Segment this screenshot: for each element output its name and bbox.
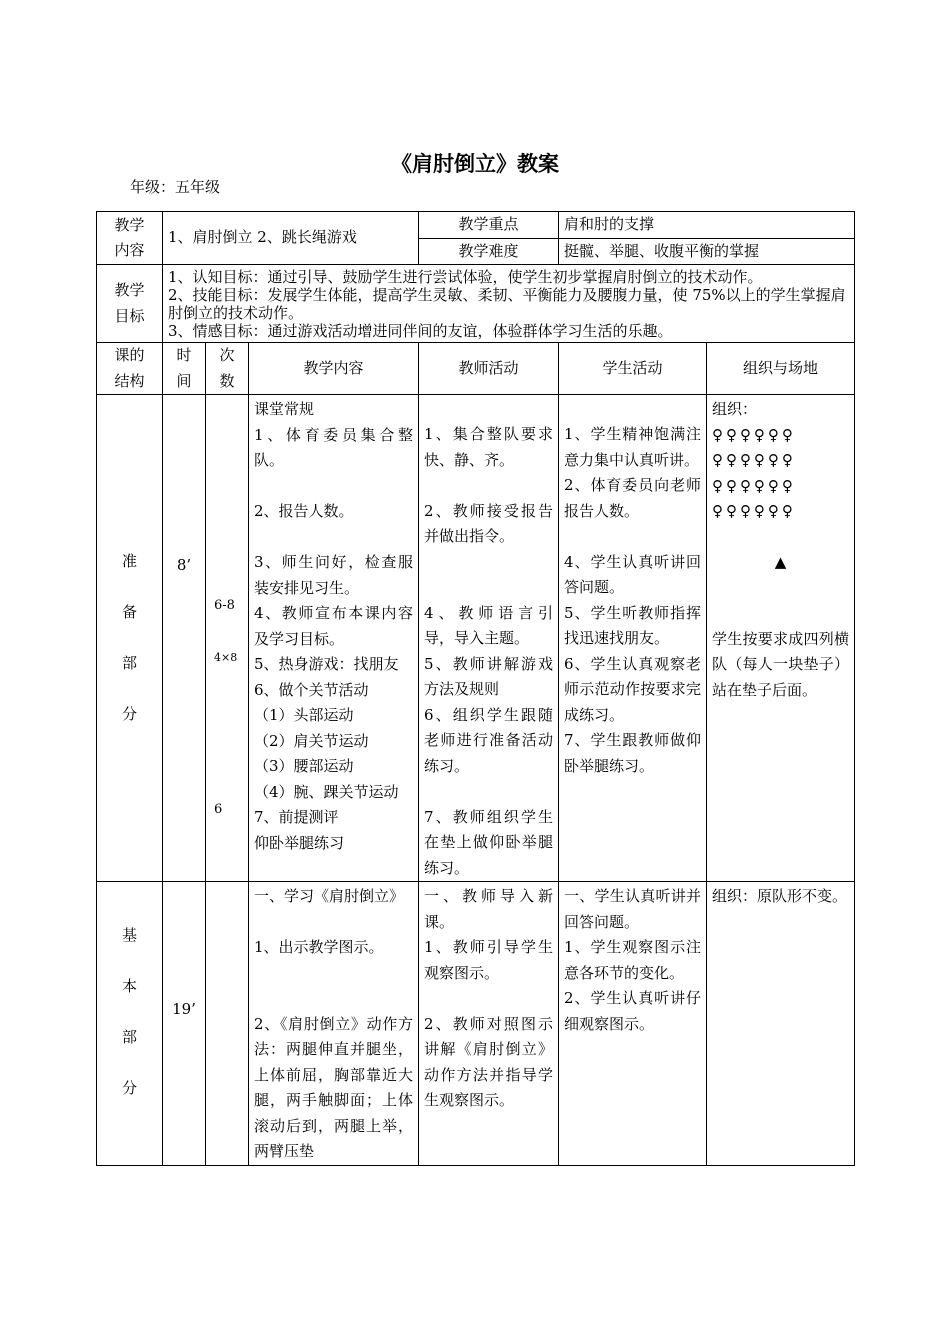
prep-section-label — [97, 395, 163, 882]
prep-label-char: 准 — [121, 552, 137, 570]
prep-student-line: 1、学生精神饱满注意力集中认真听讲。 — [564, 425, 702, 469]
content-label: 教学内容 — [114, 215, 145, 259]
basic-label-char: 部 — [121, 1028, 137, 1046]
prep-org-desc: 学生按要求成四列横队（每人一块垫子）站在垫子后面。 — [712, 629, 850, 699]
spacer — [254, 910, 413, 936]
content-value: 1、肩肘倒立 2、跳长绳游戏 — [168, 228, 357, 247]
prep-label-char: 备 — [121, 603, 137, 621]
basic-time: 19’ — [172, 1000, 196, 1018]
header-structure — [97, 343, 163, 395]
basic-time-cell — [163, 882, 206, 1166]
header-time — [163, 343, 206, 395]
content-label-cell — [97, 212, 163, 265]
basic-content-cell — [249, 882, 419, 1166]
header-student-text: 学生活动 — [602, 358, 663, 377]
teacher-position-icon: ▲ — [774, 553, 787, 571]
prep-content-line: 课堂常规 — [254, 400, 315, 418]
basic-content-line: 2、《肩肘倒立》动作方法：两腿伸直并腿坐，上体前屈，胸部靠近大腿，两手触脚面；上体滚动后到，两腿上举，两臂压垫 — [254, 1014, 414, 1160]
basic-student-line: 一、学生认真听讲并回答问题。 — [564, 887, 702, 931]
content-value-cell — [163, 212, 419, 265]
prep-org-label: 组织： — [712, 400, 758, 418]
prep-content-line: 3、师生问好，检查服装安排见习生。 — [254, 553, 414, 597]
key-value-cell — [559, 212, 855, 239]
basic-org-cell — [707, 882, 855, 1166]
basic-label-char: 本 — [121, 977, 137, 995]
basic-count-cell — [206, 882, 249, 1166]
prep-content-line: （4）腕、踝关节运动 — [254, 782, 399, 801]
prep-teacher-cell — [419, 395, 559, 882]
lesson-plan-table — [96, 211, 855, 1166]
prep-teacher-line: 2、教师接受报告并做出指令。 — [424, 501, 554, 545]
header-content-text: 教学内容 — [303, 358, 364, 377]
prep-content-line: 5、热身游戏：找朋友 — [254, 655, 399, 673]
basic-content-line: 1、出示教学图示。 — [254, 938, 384, 956]
prep-count-3: 6 — [214, 802, 223, 817]
header-student — [559, 343, 707, 395]
prep-time: 8’ — [176, 556, 192, 574]
formation-row: ♀♀♀♀♀♀ — [712, 476, 796, 495]
spacer — [712, 525, 849, 551]
basic-label-char: 分 — [121, 1079, 137, 1097]
spacer — [424, 473, 553, 499]
goal-skill: 2、技能目标：发展学生体能，提高学生灵敏、柔韧、平衡能力及腰腹力量，使 75%以上的学生掌握肩肘倒立的技术动作。 — [168, 286, 846, 322]
prep-content-line: 1、体育委员集合整队。 — [254, 425, 414, 469]
difficulty-label: 教学难度 — [458, 241, 519, 260]
key-value: 肩和肘的支撑 — [564, 215, 655, 233]
spacer — [424, 779, 553, 805]
basic-content-line: 一、学习《肩肘倒立》 — [254, 887, 405, 905]
spacer — [254, 474, 413, 500]
basic-teacher-cell — [419, 882, 559, 1166]
prep-content-line: （3）腰部运动 — [254, 757, 354, 775]
goal-emotion: 3、情感目标：通过游戏活动增进同伴间的友谊，体验群体学习生活的乐趣。 — [168, 322, 673, 340]
prep-teacher-line: 1、集合整队要求快、静、齐。 — [424, 425, 554, 469]
prep-count-2: 4×8 — [214, 651, 238, 664]
header-content — [249, 343, 419, 395]
basic-student-line: 2、学生认真听讲仔细观察图示。 — [564, 989, 702, 1033]
prep-student-cell — [559, 395, 707, 882]
prep-content-line: （1）头部运动 — [254, 706, 354, 724]
basic-student-line: 1、学生观察图示注意各环节的变化。 — [564, 938, 702, 982]
header-count-text: 次数 — [219, 346, 235, 390]
goal-cognitive: 1、认知目标：通过引导、鼓励学生进行尝试体验，使学生初步掌握肩肘倒立的技术动作。 — [168, 268, 763, 286]
basic-teacher-line: 1、教师引导学生观察图示。 — [424, 938, 554, 982]
spacer — [424, 550, 553, 576]
spacer — [424, 575, 553, 601]
prep-count-cell — [206, 395, 249, 882]
header-teacher — [419, 343, 559, 395]
grade-label: 年级：五年级 — [130, 178, 221, 196]
basic-label-char: 基 — [121, 926, 137, 944]
spacer — [712, 601, 849, 627]
prep-student-line: 5、学生听教师指挥找迅速找朋友。 — [564, 603, 702, 647]
basic-org: 组织：原队形不变。 — [712, 887, 848, 905]
prep-content-line: 6、做个关节活动 — [254, 680, 369, 699]
basic-teacher-line: 2、教师对照图示讲解《肩肘倒立》动作方法并指导学生观察图示。 — [424, 1014, 554, 1109]
prep-student-line: 7、学生跟教师做仰卧举腿练习。 — [564, 731, 702, 775]
key-label-cell — [419, 212, 559, 239]
header-time-text: 时间 — [176, 346, 192, 390]
spacer — [424, 986, 553, 1012]
formation-row: ♀♀♀♀♀♀ — [712, 451, 796, 469]
spacer — [254, 525, 413, 551]
prep-teacher-line: 6、组织学生跟随老师进行准备活动练习。 — [424, 705, 554, 775]
prep-label-char: 分 — [121, 705, 137, 723]
prep-org-cell — [707, 395, 855, 882]
difficulty-value: 挺髋、举腿、收腹平衡的掌握 — [564, 241, 760, 260]
prep-content-line: （2）肩关节运动 — [254, 731, 369, 750]
prep-content-line: 仰卧举腿练习 — [254, 833, 345, 852]
spacer — [564, 524, 701, 550]
prep-content-line: 7、前提测评 — [254, 808, 339, 826]
spacer — [712, 576, 849, 602]
header-organization-text: 组织与场地 — [743, 358, 819, 377]
formation-row: ♀♀♀♀♀♀ — [712, 502, 796, 520]
basic-section-label — [97, 882, 163, 1166]
prep-teacher-line: 5、教师讲解游戏方法及规则 — [424, 654, 554, 698]
header-structure-text: 课的结构 — [114, 346, 145, 390]
prep-student-line: 4、学生认真听讲回答问题。 — [564, 552, 702, 596]
prep-teacher-line: 7、教师组织学生在垫上做仰卧举腿练习。 — [424, 807, 554, 877]
page-title: 《肩肘倒立》教案 — [391, 151, 559, 176]
goals-label-cell — [97, 265, 163, 343]
header-count — [206, 343, 249, 395]
prep-student-line: 6、学生认真观察老师示范动作按要求完成练习。 — [564, 654, 702, 724]
prep-content-line: 4、教师宣布本课内容及学习目标。 — [254, 604, 414, 648]
difficulty-label-cell — [419, 238, 559, 265]
basic-student-cell — [559, 882, 707, 1166]
difficulty-value-cell — [559, 238, 855, 265]
goals-cell — [163, 265, 855, 343]
prep-content-cell — [249, 395, 419, 882]
formation-row: ♀♀♀♀♀♀ — [712, 425, 796, 444]
basic-teacher-line: 一、教师导入新课。 — [424, 887, 554, 931]
header-organization — [707, 343, 855, 395]
prep-content-line: 2、报告人数。 — [254, 502, 354, 520]
key-label: 教学重点 — [458, 215, 519, 233]
spacer — [254, 986, 413, 1012]
prep-teacher-line: 4、教师语言引导，导入主题。 — [424, 603, 554, 647]
prep-label-char: 部 — [121, 654, 137, 672]
spacer — [254, 961, 413, 987]
prep-time-cell — [163, 395, 206, 882]
prep-student-line: 2、体育委员向老师报告人数。 — [564, 476, 702, 520]
header-teacher-text: 教师活动 — [458, 358, 519, 377]
prep-count-1: 6-8 — [214, 598, 235, 613]
goals-label: 教学目标 — [114, 281, 145, 325]
